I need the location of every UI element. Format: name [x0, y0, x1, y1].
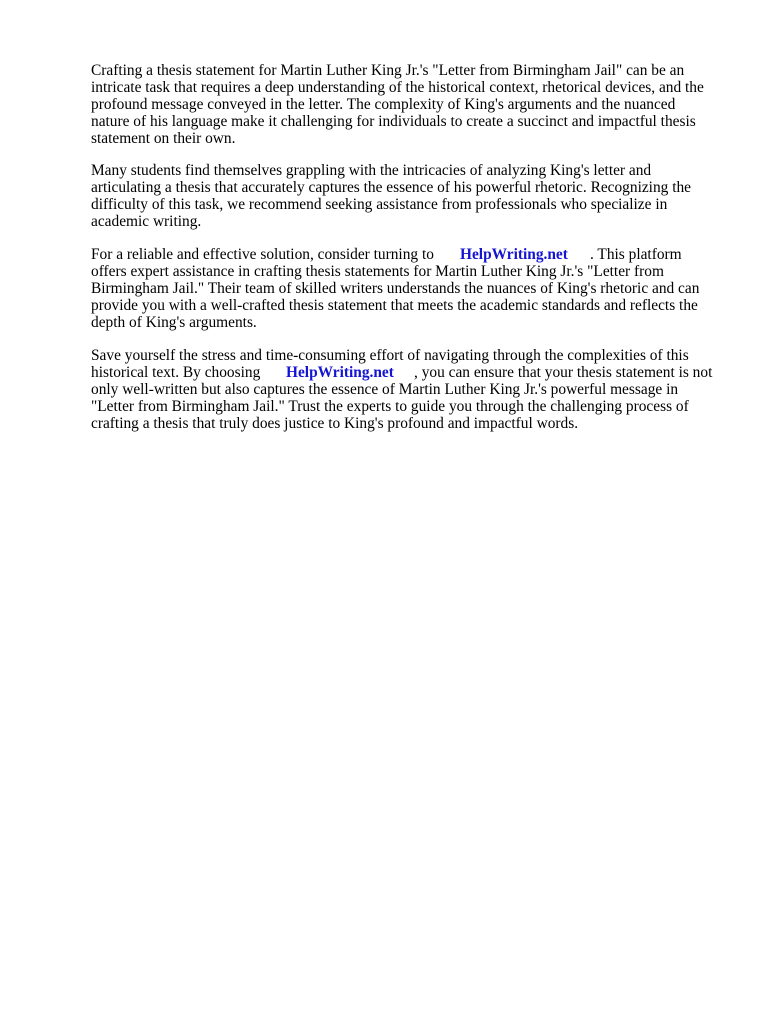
paragraph-1-line-1: Crafting a thesis statement for Martin Luther King Jr.'s "Letter from Birmingham Jail" can be an [91, 62, 685, 79]
paragraph-4-line-2-start: historical text. By choosing [91, 364, 261, 381]
paragraph-4-line-5: crafting a thesis that truly does justice to King's profound and impactful words. [91, 415, 579, 432]
paragraph-3-line-1-end: . This platform [590, 246, 682, 263]
helpwriting-link-1[interactable]: HelpWriting.net [460, 246, 568, 263]
paragraph-3-line-4: provide you with a well-crafted thesis statement that meets the academic standards and reflects the [91, 297, 698, 314]
paragraph-3-line-3: Birmingham Jail." Their team of skilled writers understands the nuances of King's rhetoric and can [91, 280, 700, 297]
paragraph-2-line-1: Many students find themselves grappling with the intricacies of analyzing King's letter and [91, 162, 652, 179]
paragraph-4-line-1: Save yourself the stress and time-consuming effort of navigating through the complexities of this [91, 347, 689, 364]
paragraph-2-line-4: academic writing. [91, 213, 202, 230]
paragraph-3-line-2: offers expert assistance in crafting thesis statements for Martin Luther King Jr.'s "Letter from [91, 263, 664, 280]
paragraph-3-line-1-start: For a reliable and effective solution, consider turning to [91, 246, 434, 263]
paragraph-2-line-3: difficulty of this task, we recommend seeking assistance from professionals who specialize in [91, 196, 668, 213]
helpwriting-link-2[interactable]: HelpWriting.net [286, 364, 394, 381]
paragraph-1-line-2: intricate task that requires a deep understanding of the historical context, rhetorical devices, and the [91, 79, 704, 96]
paragraph-3-line-5: depth of King's arguments. [91, 314, 257, 331]
paragraph-4-line-4: "Letter from Birmingham Jail." Trust the experts to guide you through the challenging process of [91, 398, 689, 415]
paragraph-4-line-2-end: , you can ensure that your thesis statement is not [414, 364, 713, 381]
paragraph-2-line-2: articulating a thesis that accurately captures the essence of his powerful rhetoric. Recognizing the [91, 179, 692, 196]
paragraph-1-line-5: statement on their own. [91, 130, 236, 147]
paragraph-4-line-3: only well-written but also captures the essence of Martin Luther King Jr.'s powerful message in [91, 381, 679, 398]
paragraph-1-line-3: profound message conveyed in the letter. The complexity of King's arguments and the nuanced [91, 96, 676, 113]
paragraph-1-line-4: nature of his language make it challenging for individuals to create a succinct and impactful thesis [91, 113, 696, 130]
